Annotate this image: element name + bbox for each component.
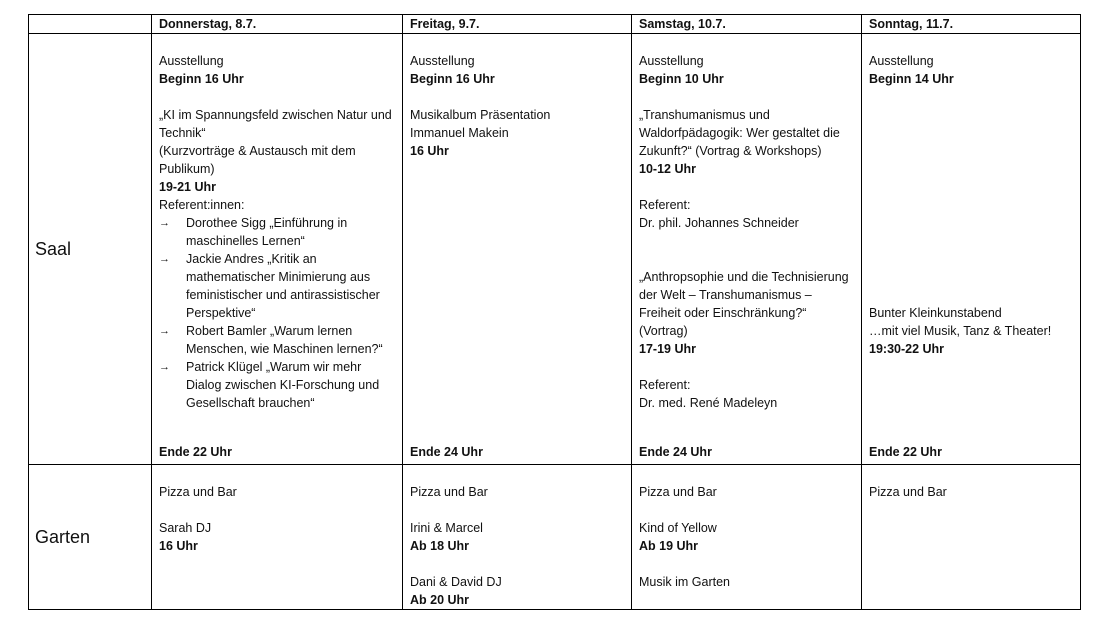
arrow-icon: → bbox=[159, 253, 170, 265]
header-saturday: Samstag, 10.7. bbox=[632, 15, 862, 34]
event-time: 19-21 Uhr bbox=[159, 180, 216, 194]
cell-text: Beginn 16 Uhr bbox=[410, 72, 495, 86]
saal-row bbox=[29, 34, 1081, 465]
speaker-item bbox=[159, 358, 395, 412]
cell-text: Pizza und Bar bbox=[410, 485, 488, 499]
speaker-text: Dorothee Sigg „Einführung in maschinelles Lernen“ bbox=[186, 216, 348, 248]
garten-label: Garten bbox=[29, 465, 152, 610]
cell-text: Dani & David DJ bbox=[410, 575, 502, 589]
cell-text: Irini & Marcel bbox=[410, 521, 483, 535]
cell-text: Musikalbum Präsentation bbox=[410, 108, 551, 122]
saal-label: Saal bbox=[29, 34, 152, 465]
cell-text: Pizza und Bar bbox=[159, 485, 237, 499]
cell-text: Sarah DJ bbox=[159, 521, 212, 535]
end-time: Ende 24 Uhr bbox=[639, 445, 712, 459]
speaker-text: Robert Bamler „Warum lernen Menschen, wie Maschinen lernen?“ bbox=[186, 324, 383, 356]
garten-row bbox=[29, 465, 1081, 610]
cell-text: Ausstellung bbox=[869, 54, 934, 68]
event-time: 19:30-22 Uhr bbox=[869, 342, 945, 356]
header-sunday: Sonntag, 11.7. bbox=[862, 15, 1081, 34]
event-time: 17-19 Uhr bbox=[639, 342, 696, 356]
saal-friday-cell bbox=[403, 34, 632, 465]
garten-friday-cell bbox=[403, 465, 632, 610]
arrow-icon: → bbox=[159, 217, 170, 229]
cell-text: Referent: bbox=[639, 378, 691, 392]
end-time: Ende 22 Uhr bbox=[159, 445, 232, 459]
speaker-item bbox=[159, 214, 395, 250]
speaker-text: Patrick Klügel „Warum wir mehr Dialog zwischen KI-Forschung und Gesellschaft brauchen“ bbox=[186, 360, 380, 410]
speaker-item bbox=[159, 250, 395, 322]
header-friday: Freitag, 9.7. bbox=[403, 15, 632, 34]
header-corner bbox=[29, 15, 152, 34]
cell-text: Dr. med. René Madeleyn bbox=[639, 396, 778, 410]
cell-text: Beginn 14 Uhr bbox=[869, 72, 954, 86]
event-time: Ab 20 Uhr bbox=[410, 593, 470, 607]
saal-saturday-cell bbox=[632, 34, 862, 465]
garten-sunday-cell bbox=[862, 465, 1081, 610]
cell-text: Immanuel Makein bbox=[410, 126, 509, 140]
speaker-item bbox=[159, 322, 395, 358]
cell-text: Referent: bbox=[639, 198, 691, 212]
cell-text: …mit viel Musik, Tanz & Theater! bbox=[869, 324, 1052, 338]
cell-text: Referent:innen: bbox=[159, 198, 245, 212]
header-row bbox=[29, 15, 1081, 34]
schedule-table bbox=[28, 14, 1081, 610]
cell-text: Pizza und Bar bbox=[869, 485, 947, 499]
header-thursday: Donnerstag, 8.7. bbox=[152, 15, 403, 34]
cell-text: (Kurzvorträge & Austausch mit dem Publikum) bbox=[159, 144, 360, 176]
end-time: Ende 22 Uhr bbox=[869, 445, 942, 459]
cell-text: Dr. phil. Johannes Schneider bbox=[639, 216, 799, 230]
cell-text: Musik im Garten bbox=[639, 575, 730, 589]
cell-text: Beginn 10 Uhr bbox=[639, 72, 724, 86]
cell-text: Kind of Yellow bbox=[639, 521, 717, 535]
event-title: „KI im Spannungsfeld zwischen Natur und Technik“ bbox=[159, 108, 396, 140]
event-time: Ab 19 Uhr bbox=[639, 539, 699, 553]
event-time: 16 Uhr bbox=[159, 539, 198, 553]
event-time: Ab 18 Uhr bbox=[410, 539, 470, 553]
event-title: „Transhumanismus und Waldorfpädagogik: Wer gestaltet die Zukunft?“ (Vortrag & Workshops) bbox=[639, 108, 844, 158]
arrow-icon: → bbox=[159, 361, 170, 373]
event-title: „Anthropsophie und die Technisierung der Welt – Transhumanismus – Freiheit oder Einschränkung?“ (Vortrag) bbox=[639, 270, 853, 338]
cell-text: Beginn 16 Uhr bbox=[159, 72, 244, 86]
event-time: 10-12 Uhr bbox=[639, 162, 696, 176]
garten-thursday-cell bbox=[152, 465, 403, 610]
arrow-icon: → bbox=[159, 325, 170, 337]
event-time: 16 Uhr bbox=[410, 144, 449, 158]
cell-text: Ausstellung bbox=[410, 54, 475, 68]
cell-text: Ausstellung bbox=[639, 54, 704, 68]
cell-text: Ausstellung bbox=[159, 54, 224, 68]
saal-sunday-cell bbox=[862, 34, 1081, 465]
event-title: Bunter Kleinkunstabend bbox=[869, 306, 1002, 320]
saal-thursday-cell bbox=[152, 34, 403, 465]
garten-saturday-cell bbox=[632, 465, 862, 610]
cell-text: Pizza und Bar bbox=[639, 485, 717, 499]
speaker-text: Jackie Andres „Kritik an mathematischer Minimierung aus feministischer und antirassistischer Perspektive“ bbox=[186, 252, 380, 320]
end-time: Ende 24 Uhr bbox=[410, 445, 483, 459]
